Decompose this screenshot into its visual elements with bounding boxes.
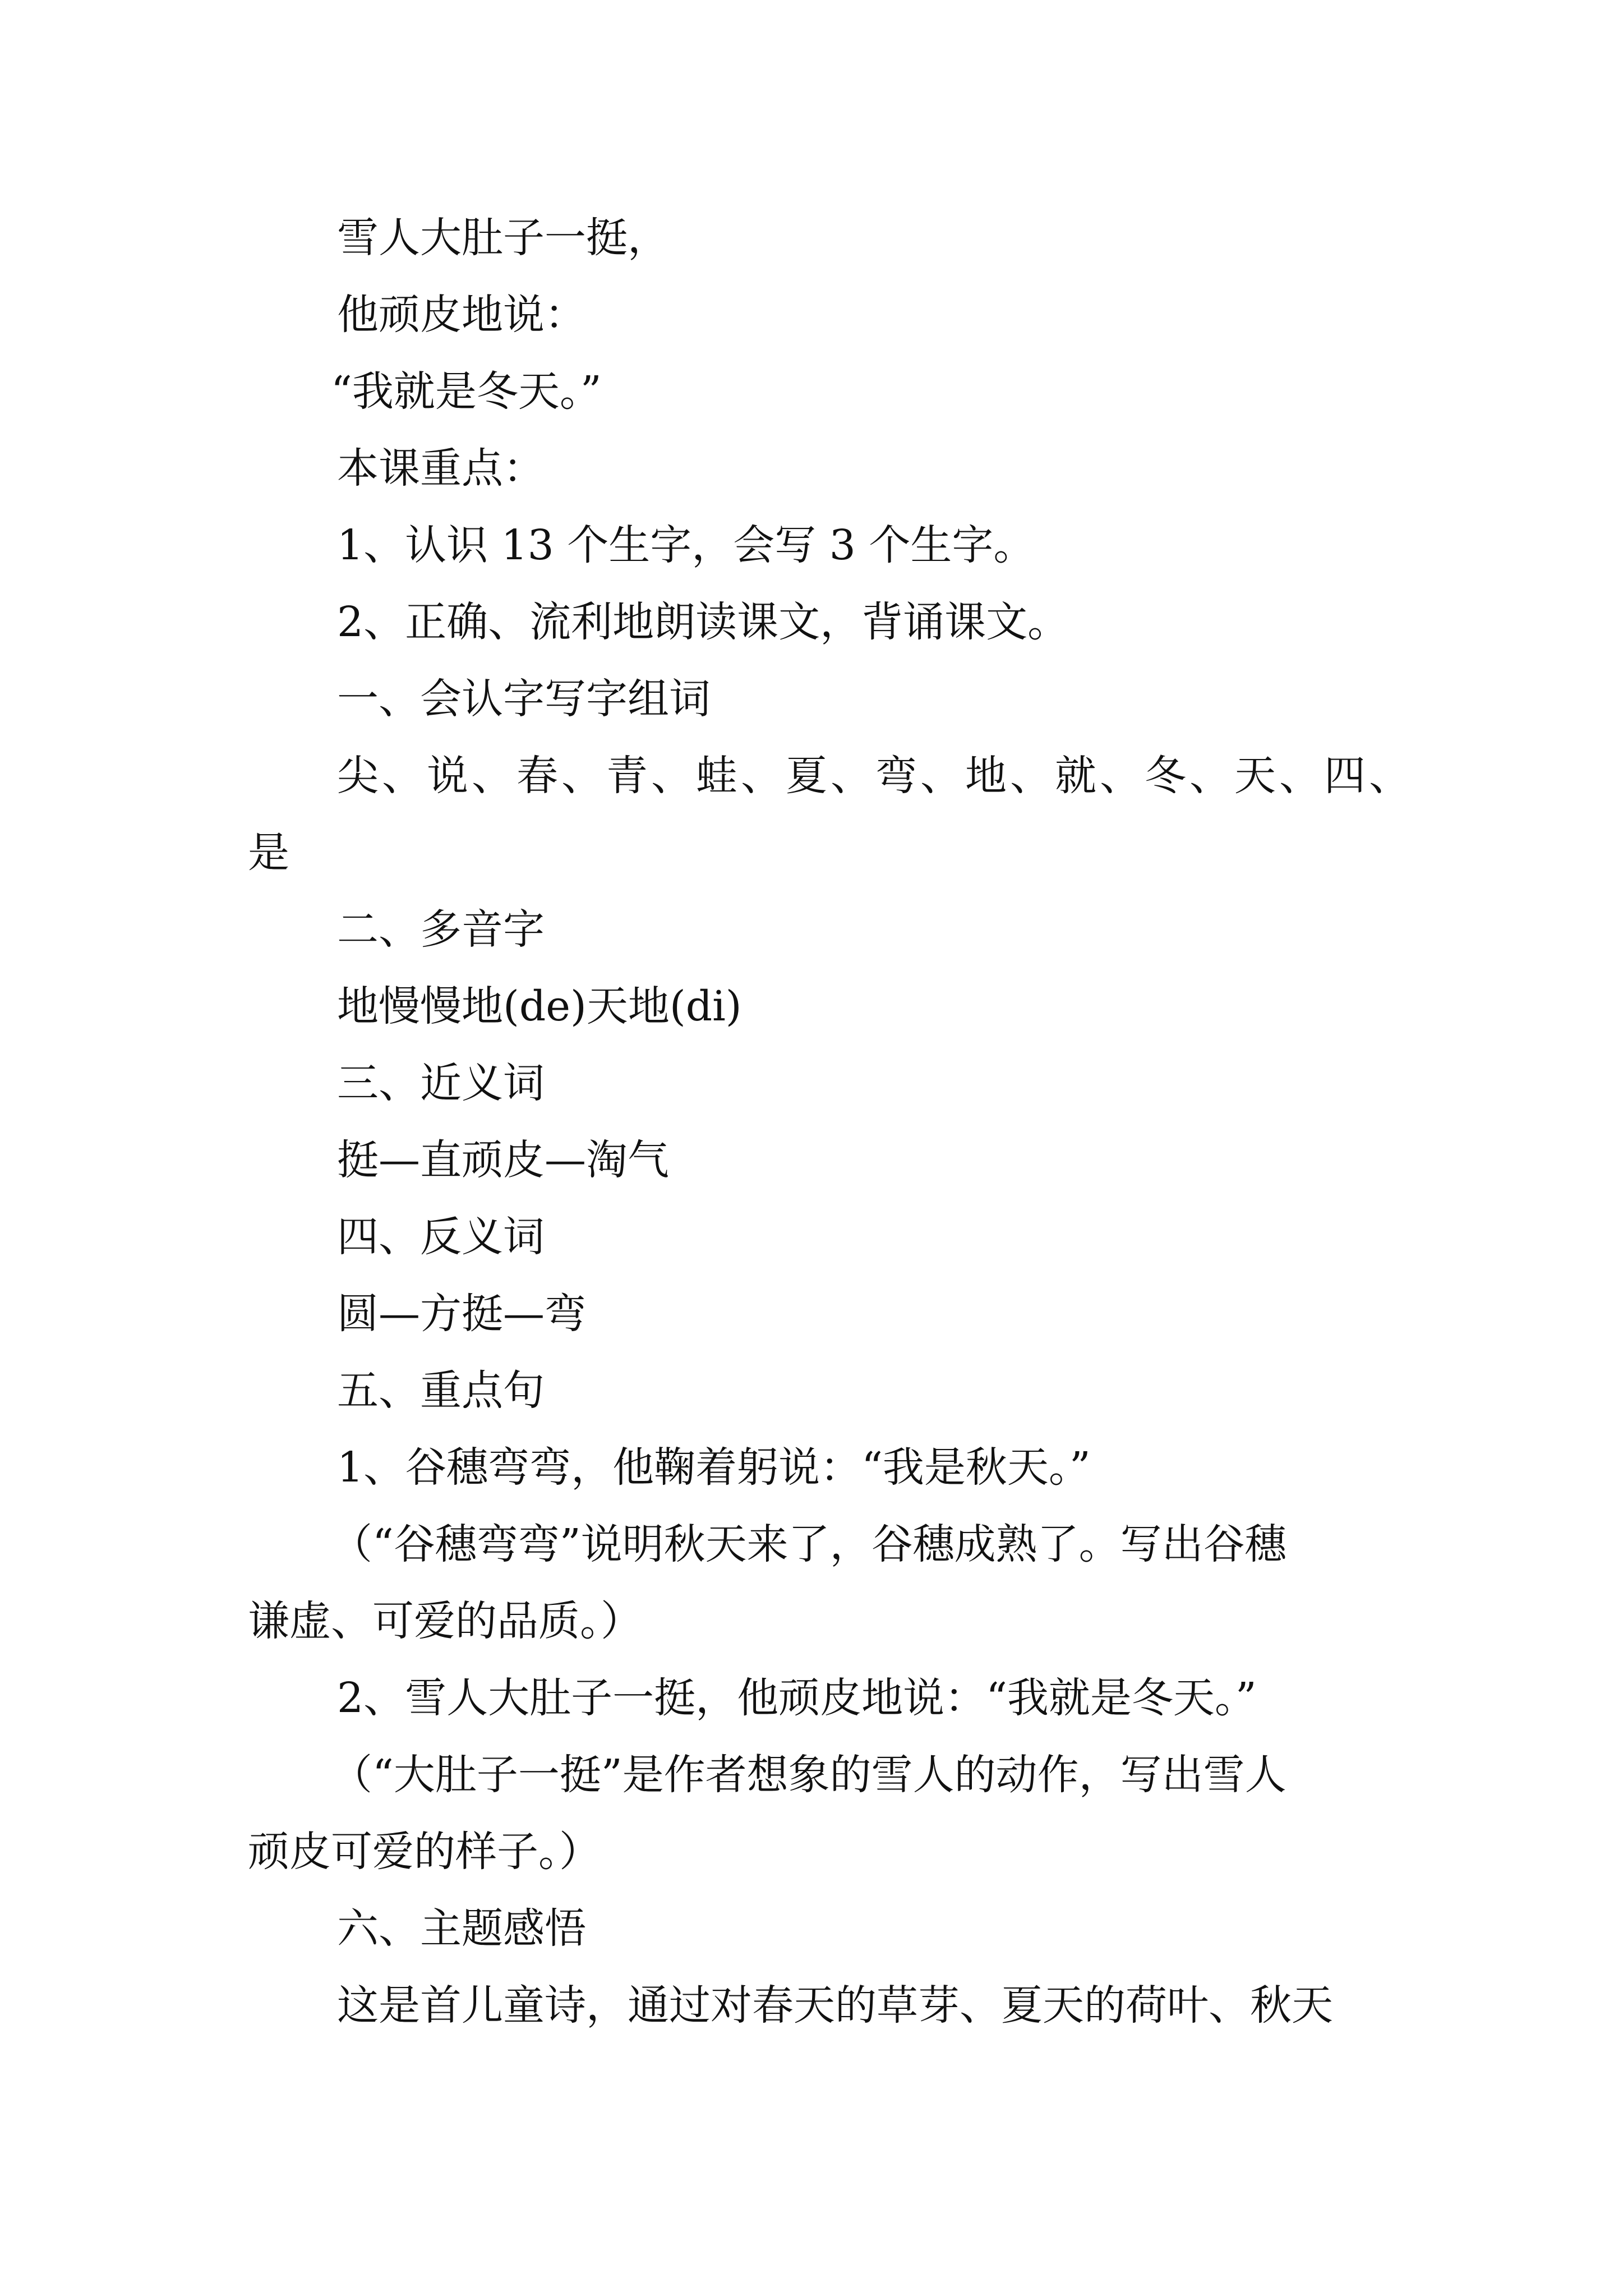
section-heading: 四、反义词	[337, 1213, 545, 1261]
text-line: （“大肚子一挺”是作者想象的雪人的动作，写出雪人	[331, 1751, 1287, 1799]
section-heading: 本课重点：	[337, 444, 545, 493]
section-heading: 六、主题感悟	[337, 1904, 586, 1953]
text-line: 是	[248, 829, 289, 877]
text-line: 1、认识 13 个生字，会写 3 个生字。	[337, 521, 1035, 569]
section-heading: 二、多音字	[337, 905, 545, 954]
section-heading: 一、会认字写字组词	[337, 675, 711, 723]
text-line: 尖、说、春、青、蛙、夏、弯、地、就、冬、天、四、	[337, 752, 1414, 800]
text-line: 这是首儿童诗，通过对春天的草芽、夏天的荷叶、秋天	[337, 1981, 1333, 2030]
text-line: 雪人大肚子一挺，	[337, 214, 669, 262]
text-line: 顽皮可爱的样子。）	[248, 1828, 601, 1876]
section-heading: 三、近义词	[337, 1059, 545, 1107]
text-line: “我就是冬天。”	[331, 367, 602, 416]
text-line: 他顽皮地说：	[337, 291, 586, 339]
text-line: 圆—方挺—弯	[337, 1290, 586, 1338]
section-heading: 五、重点句	[337, 1366, 545, 1415]
text-line: （“谷穗弯弯”说明秋天来了，谷穗成熟了。写出谷穗	[331, 1520, 1287, 1568]
text-line: 1、谷穗弯弯，他鞠着躬说：“我是秋天。”	[337, 1443, 1091, 1492]
document-body	[248, 200, 1414, 2044]
text-line: 谦虚、可爱的品质。）	[248, 1597, 642, 1645]
text-line: 地慢慢地(de)天地(di)	[337, 982, 742, 1030]
text-line: 2、正确、流利地朗读课文，背诵课文。	[337, 598, 1069, 646]
text-line: 挺—直顽皮—淘气	[337, 1136, 669, 1184]
text-line: 2、雪人大肚子一挺，他顽皮地说：“我就是冬天。”	[337, 1674, 1257, 1722]
